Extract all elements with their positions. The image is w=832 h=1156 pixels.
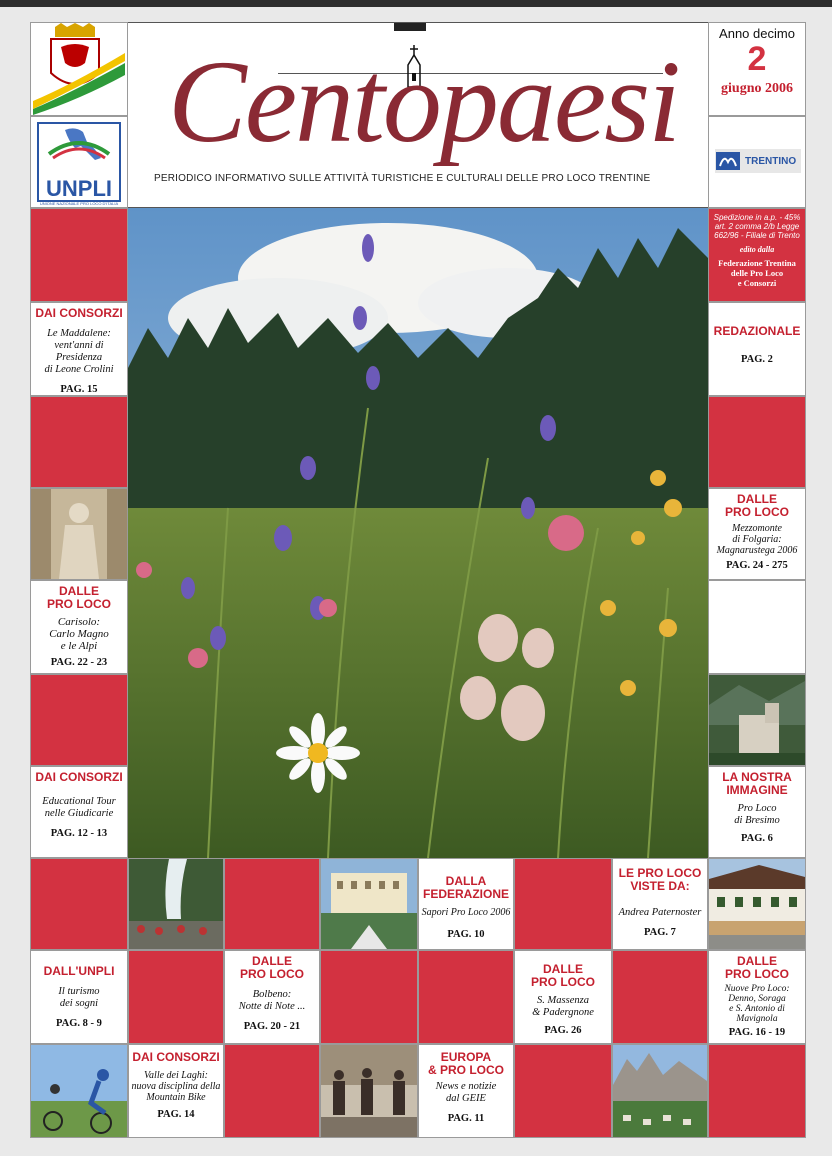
photo-cyclists <box>30 1044 128 1138</box>
page-ref: PAG. 10 <box>447 929 485 940</box>
mountain-bike-photo-icon <box>31 1045 127 1137</box>
photo-waterfall <box>128 858 224 950</box>
photo-building <box>708 858 806 950</box>
section-label: DAI CONSORZI <box>35 770 123 784</box>
trentino-butterfly-icon <box>715 151 741 171</box>
dolomites-photo-icon <box>613 1045 707 1137</box>
filler-red <box>30 858 128 950</box>
article-carisolo[interactable] <box>30 580 128 674</box>
photo-castle <box>708 674 806 766</box>
article-description: News e notizie dal GEIE <box>435 1081 497 1104</box>
article-description: Educational Tour nelle Giudicarie <box>42 796 116 819</box>
filler-red <box>612 950 708 1044</box>
filler-red <box>224 858 320 950</box>
palace-photo-icon <box>321 859 417 949</box>
unpli-subtitle: UNIONE NAZIONALE PRO LOCO D'ITALIA <box>39 201 119 206</box>
article-description: Mezzomonte di Folgaria: Magnarustega 2006 <box>716 523 798 556</box>
filler-red <box>30 674 128 766</box>
filler-red <box>514 858 612 950</box>
page-ref: PAG. 16 - 19 <box>728 1027 786 1038</box>
page-ref: PAG. 22 - 23 <box>50 657 108 668</box>
article-description: Carisolo: Carlo Magno e le Alpi <box>49 616 109 652</box>
filler-red <box>514 1044 612 1138</box>
article-description: Andrea Paternoster <box>618 907 702 918</box>
article-description: Valle dei Laghi: nuova disciplina della Mountain Bike <box>131 1070 221 1103</box>
page-ref: PAG. 15 <box>60 384 98 395</box>
article-viste[interactable] <box>612 858 708 950</box>
trentino-province-logo <box>30 22 128 116</box>
unpli-logo <box>30 116 128 208</box>
section-label: DALLE PRO LOCO <box>724 954 789 981</box>
section-label: DALL'UNPLI <box>43 964 115 978</box>
page-ref: PAG. 20 - 21 <box>243 1021 301 1032</box>
article-unpli[interactable] <box>30 950 128 1044</box>
article-massenza[interactable] <box>514 950 612 1044</box>
waterfall-photo-icon <box>129 859 223 949</box>
issue-number: 2 <box>747 40 767 78</box>
page-ref: PAG. 26 <box>544 1025 582 1036</box>
shipping-info <box>708 208 806 302</box>
page-ref: PAG. 6 <box>741 833 773 844</box>
section-label: DAI CONSORZI <box>35 306 123 320</box>
article-europa[interactable] <box>418 1044 514 1138</box>
cover-photo-meadow <box>128 208 708 858</box>
page-ref: PAG. 12 - 13 <box>50 828 108 839</box>
trentino-logo <box>708 116 806 208</box>
filler-red <box>320 950 418 1044</box>
issue-year: Anno decimo <box>719 26 795 41</box>
filler-red <box>708 396 806 488</box>
page-ref: PAG. 24 - 275 <box>726 560 788 571</box>
blank-cell <box>708 580 806 674</box>
section-label: LA NOSTRA IMMAGINE <box>722 770 792 797</box>
article-bolbeno[interactable] <box>224 950 320 1044</box>
filler-red <box>30 208 128 302</box>
top-bar <box>0 0 832 7</box>
section-label: LE PRO LOCO VISTE DA: <box>618 866 702 893</box>
article-description: Pro Loco di Bresimo <box>734 803 780 826</box>
article-federazione[interactable] <box>418 858 514 950</box>
article-educational[interactable] <box>30 766 128 858</box>
article-maddalene[interactable] <box>30 302 128 396</box>
magazine-tagline: PERIODICO INFORMATIVO SULLE ATTIVITÀ TURISTICHE E CULTURALI DELLE PRO LOCO TRENTINE <box>154 173 651 184</box>
magazine-title: Centopaesi <box>168 36 679 167</box>
filler-red <box>128 950 224 1044</box>
filler-red <box>418 950 514 1044</box>
shipping-text: Spedizione in a.p. - 45% art. 2 comma 2/b Legge 662/96 - Filiale di Trento <box>713 213 801 240</box>
page-ref: PAG. 11 <box>447 1113 485 1124</box>
section-label: DALLE PRO LOCO <box>46 584 111 611</box>
article-description: Nuove Pro Loco: Denno, Soraga e S. Antonio di Mavignola <box>724 984 790 1024</box>
section-label: REDAZIONALE <box>713 324 801 338</box>
article-description: S. Massenza & Padergnone <box>532 995 594 1018</box>
statue-photo-icon <box>31 489 127 579</box>
article-description: Le Maddalene: vent'anni di Presidenza di Leone Crolini <box>44 328 114 375</box>
photo-statue <box>30 488 128 580</box>
filler-red <box>224 1044 320 1138</box>
article-mezzomonte[interactable] <box>708 488 806 580</box>
filler-red <box>30 396 128 488</box>
photo-palace <box>320 858 418 950</box>
trentino-wordmark: TRENTINO <box>745 155 797 167</box>
section-label: DALLE PRO LOCO <box>239 954 304 981</box>
article-description: Il turismo dei sogni <box>58 986 100 1009</box>
edito-label: edito dalla <box>739 245 775 254</box>
section-label: DALLE PRO LOCO <box>530 962 595 989</box>
section-label: DALLE PRO LOCO <box>724 492 789 519</box>
photo-musicians <box>320 1044 418 1138</box>
unpli-wordmark: UNPLI <box>46 176 112 201</box>
article-description: Bolbeno: Notte di Note ... <box>238 989 306 1012</box>
photo-dolomites <box>612 1044 708 1138</box>
castle-photo-icon <box>709 675 805 765</box>
article-description: Sapori Pro Loco 2006 <box>421 907 511 918</box>
article-nuove[interactable] <box>708 950 806 1044</box>
article-laghi[interactable] <box>128 1044 224 1138</box>
publisher-name: Federazione Trentina delle Pro Loco e Consorzi <box>718 258 796 288</box>
page-ref: PAG. 8 - 9 <box>56 1018 102 1029</box>
masthead <box>128 22 708 208</box>
section-label: DALLA FEDERAZIONE <box>422 874 509 901</box>
section-label: DAI CONSORZI <box>132 1050 220 1064</box>
building-photo-icon <box>709 859 805 949</box>
page-ref: PAG. 14 <box>157 1109 195 1120</box>
filler-red <box>708 1044 806 1138</box>
page-ref: PAG. 7 <box>644 927 676 938</box>
eagle-crest-icon <box>31 23 127 115</box>
section-label: EUROPA & PRO LOCO <box>427 1050 504 1077</box>
page-ref: PAG. 2 <box>741 354 773 365</box>
italy-map-icon <box>39 124 119 174</box>
meadow-flowers-illustration <box>128 208 708 858</box>
article-redazionale[interactable] <box>708 302 806 396</box>
issue-box <box>708 22 806 116</box>
article-bresimo[interactable] <box>708 766 806 858</box>
issue-date: giugno 2006 <box>721 81 793 96</box>
masthead-tab <box>394 23 426 31</box>
musicians-photo-icon <box>321 1045 417 1137</box>
